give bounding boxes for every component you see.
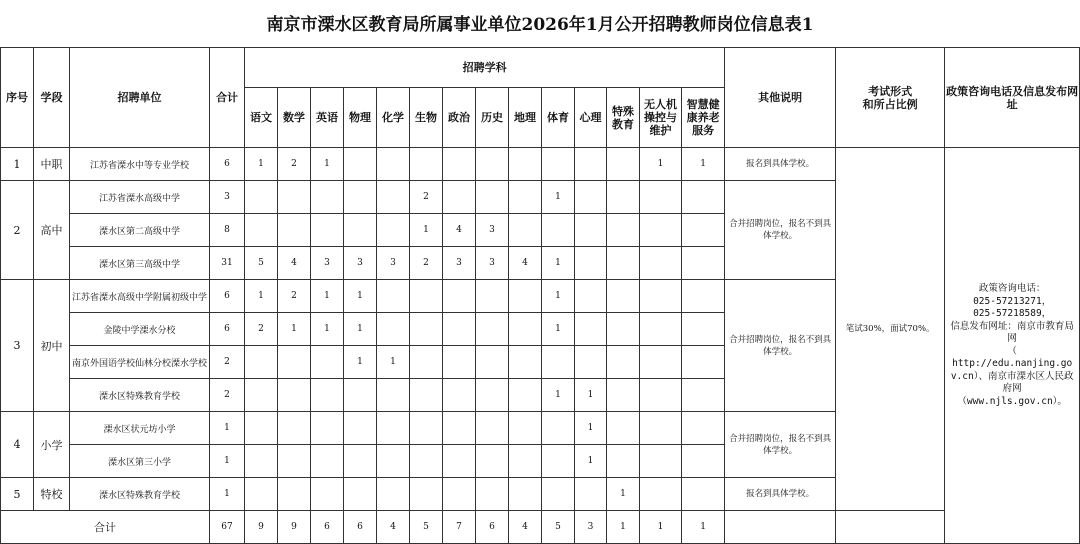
subject-count-cell: [682, 346, 725, 379]
summary-subject-count: 6: [311, 511, 344, 544]
subject-count-cell: 1: [377, 346, 410, 379]
summary-subject-count: 6: [344, 511, 377, 544]
subject-count-cell: [278, 412, 311, 445]
subject-count-cell: [410, 346, 443, 379]
total-cell: 3: [210, 181, 245, 214]
header-unit: 招聘单位: [70, 48, 210, 148]
unit-cell: 溧水区特殊教育学校: [70, 478, 210, 511]
subject-count-cell: [245, 445, 278, 478]
subject-count-cell: 1: [245, 280, 278, 313]
summary-subject-count: 4: [377, 511, 410, 544]
subject-count-cell: [245, 181, 278, 214]
subject-count-cell: [607, 346, 640, 379]
summary-subject-count: 1: [607, 511, 640, 544]
unit-cell: 溧水区状元坊小学: [70, 412, 210, 445]
subject-count-cell: [640, 478, 682, 511]
seq-cell: 5: [1, 478, 34, 511]
total-cell: 2: [210, 346, 245, 379]
subject-count-cell: [542, 478, 575, 511]
notes-cell: 报名到具体学校。: [725, 478, 836, 511]
subject-count-cell: [410, 412, 443, 445]
summary-notes-cell: [725, 511, 836, 544]
subject-count-cell: [443, 181, 476, 214]
subject-count-cell: [476, 445, 509, 478]
header-subject: 生物: [410, 88, 443, 148]
subject-count-cell: [640, 313, 682, 346]
subject-count-cell: [443, 346, 476, 379]
subject-count-cell: [278, 181, 311, 214]
subject-count-cell: [575, 148, 607, 181]
subject-count-cell: 1: [344, 313, 377, 346]
subject-count-cell: [509, 445, 542, 478]
subject-count-cell: 3: [377, 247, 410, 280]
summary-total: 67: [210, 511, 245, 544]
subject-count-cell: 2: [278, 148, 311, 181]
subject-count-cell: [377, 181, 410, 214]
notes-cell: 合并招聘岗位，报名不到具体学校。: [725, 280, 836, 412]
subject-count-cell: [640, 412, 682, 445]
subject-count-cell: 1: [542, 379, 575, 412]
subject-count-cell: [607, 148, 640, 181]
subject-count-cell: [443, 148, 476, 181]
subject-count-cell: 1: [542, 313, 575, 346]
subject-count-cell: [443, 412, 476, 445]
subject-count-cell: [476, 379, 509, 412]
subject-count-cell: 3: [476, 214, 509, 247]
subject-count-cell: [607, 181, 640, 214]
unit-cell: 金陵中学溧水分校: [70, 313, 210, 346]
summary-subject-count: 5: [542, 511, 575, 544]
header-total: 合计: [210, 48, 245, 148]
subject-count-cell: [542, 445, 575, 478]
subject-count-cell: [410, 148, 443, 181]
subject-count-cell: [245, 214, 278, 247]
subject-count-cell: [344, 148, 377, 181]
subject-count-cell: 1: [542, 247, 575, 280]
subject-count-cell: [377, 478, 410, 511]
subject-count-cell: [575, 247, 607, 280]
unit-cell: 溧水区第三高级中学: [70, 247, 210, 280]
header-subject: 无人机操控与维护: [640, 88, 682, 148]
subject-count-cell: 1: [344, 280, 377, 313]
subject-count-cell: [607, 445, 640, 478]
unit-cell: 江苏省溧水高级中学: [70, 181, 210, 214]
subject-count-cell: [476, 313, 509, 346]
subject-count-cell: 3: [344, 247, 377, 280]
header-subject: 物理: [344, 88, 377, 148]
subject-count-cell: [410, 313, 443, 346]
total-cell: 1: [210, 478, 245, 511]
summary-subject-count: 3: [575, 511, 607, 544]
subject-count-cell: 2: [245, 313, 278, 346]
header-subject: 心理: [575, 88, 607, 148]
summary-subject-count: 1: [682, 511, 725, 544]
subject-count-cell: [410, 445, 443, 478]
subject-count-cell: [640, 280, 682, 313]
subject-count-cell: [509, 181, 542, 214]
subject-count-cell: [542, 346, 575, 379]
subject-count-cell: 1: [311, 280, 344, 313]
subject-count-cell: 1: [575, 445, 607, 478]
summary-row: [1, 511, 1080, 544]
subject-count-cell: 1: [344, 346, 377, 379]
seq-cell: 3: [1, 280, 34, 412]
subject-count-cell: [640, 181, 682, 214]
summary-label: 合计: [1, 511, 210, 544]
subject-count-cell: [509, 214, 542, 247]
subject-count-cell: [575, 214, 607, 247]
total-cell: 6: [210, 280, 245, 313]
subject-count-cell: [607, 214, 640, 247]
subject-count-cell: 2: [410, 247, 443, 280]
header-seq: 序号: [1, 48, 34, 148]
subject-count-cell: [509, 379, 542, 412]
subject-count-cell: [682, 280, 725, 313]
total-cell: 8: [210, 214, 245, 247]
subject-count-cell: [278, 478, 311, 511]
subject-count-cell: [311, 379, 344, 412]
subject-count-cell: [278, 346, 311, 379]
subject-count-cell: [682, 181, 725, 214]
header-subject: 数学: [278, 88, 311, 148]
subject-count-cell: [476, 280, 509, 313]
subject-count-cell: [344, 445, 377, 478]
total-cell: 1: [210, 412, 245, 445]
subject-count-cell: [410, 379, 443, 412]
seq-cell: 1: [1, 148, 34, 181]
subject-count-cell: 1: [607, 478, 640, 511]
summary-subject-count: 4: [509, 511, 542, 544]
subject-count-cell: [377, 313, 410, 346]
subject-count-cell: [344, 478, 377, 511]
subject-count-cell: [377, 445, 410, 478]
subject-count-cell: [311, 478, 344, 511]
recruitment-table: [0, 47, 1080, 544]
subject-count-cell: [682, 445, 725, 478]
subject-count-cell: [377, 280, 410, 313]
notes-cell: 报名到具体学校。: [725, 148, 836, 181]
subject-count-cell: [509, 412, 542, 445]
header-subject: 政治: [443, 88, 476, 148]
subject-count-cell: 1: [575, 379, 607, 412]
subject-count-cell: [245, 412, 278, 445]
subject-count-cell: 1: [245, 148, 278, 181]
subject-count-cell: 2: [410, 181, 443, 214]
subject-count-cell: 1: [542, 181, 575, 214]
subject-count-cell: [377, 379, 410, 412]
header-subject: 语文: [245, 88, 278, 148]
subject-count-cell: [311, 181, 344, 214]
subject-count-cell: [476, 148, 509, 181]
subject-count-cell: 5: [245, 247, 278, 280]
header-subject: 英语: [311, 88, 344, 148]
subject-count-cell: [682, 247, 725, 280]
subject-count-cell: 1: [278, 313, 311, 346]
subject-count-cell: [575, 313, 607, 346]
subject-count-cell: [509, 478, 542, 511]
header-notes: 其他说明: [725, 48, 836, 148]
unit-cell: 江苏省溧水高级中学附属初级中学: [70, 280, 210, 313]
subject-count-cell: 1: [410, 214, 443, 247]
subject-count-cell: [443, 478, 476, 511]
header-exam: 考试形式 和所占比例: [836, 48, 945, 148]
subject-count-cell: [640, 247, 682, 280]
subject-count-cell: 2: [278, 280, 311, 313]
total-cell: 31: [210, 247, 245, 280]
subject-count-cell: [311, 445, 344, 478]
subject-count-cell: [278, 379, 311, 412]
subject-count-cell: [443, 313, 476, 346]
subject-count-cell: [542, 214, 575, 247]
summary-subject-count: 6: [476, 511, 509, 544]
subject-count-cell: [443, 379, 476, 412]
subject-count-cell: [575, 280, 607, 313]
header-subject: 体育: [542, 88, 575, 148]
subject-count-cell: [682, 412, 725, 445]
total-cell: 2: [210, 379, 245, 412]
subject-count-cell: 1: [311, 148, 344, 181]
level-cell: 特校: [34, 478, 70, 511]
subject-count-cell: [476, 412, 509, 445]
subject-count-cell: [542, 148, 575, 181]
subject-count-cell: [575, 346, 607, 379]
subject-count-cell: [476, 478, 509, 511]
subject-count-cell: 1: [640, 148, 682, 181]
table-row: [1, 148, 1080, 181]
seq-cell: 2: [1, 181, 34, 280]
subject-count-cell: 1: [682, 148, 725, 181]
subject-count-cell: 4: [509, 247, 542, 280]
subject-count-cell: [542, 412, 575, 445]
unit-cell: 溧水区特殊教育学校: [70, 379, 210, 412]
subject-count-cell: 3: [311, 247, 344, 280]
subject-count-cell: [640, 214, 682, 247]
page-title: 南京市溧水区教育局所属事业单位2026年1月公开招聘教师岗位信息表1: [266, 15, 814, 35]
notes-cell: 合并招聘岗位，报名不到具体学校。: [725, 412, 836, 478]
subject-count-cell: [607, 379, 640, 412]
subject-count-cell: [575, 181, 607, 214]
subject-count-cell: [245, 379, 278, 412]
subject-count-cell: [682, 478, 725, 511]
summary-subject-count: 9: [278, 511, 311, 544]
header-subject: 化学: [377, 88, 410, 148]
subject-count-cell: [278, 214, 311, 247]
subject-count-cell: [344, 412, 377, 445]
subject-count-cell: [476, 181, 509, 214]
level-cell: 中职: [34, 148, 70, 181]
unit-cell: 溧水区第三小学: [70, 445, 210, 478]
subject-count-cell: 4: [443, 214, 476, 247]
header-subject: 地理: [509, 88, 542, 148]
subject-count-cell: [245, 346, 278, 379]
subject-count-cell: [607, 313, 640, 346]
subject-count-cell: [509, 346, 542, 379]
subject-count-cell: [410, 478, 443, 511]
subject-count-cell: [607, 247, 640, 280]
subject-count-cell: [443, 280, 476, 313]
header-level: 学段: [34, 48, 70, 148]
subject-count-cell: [311, 346, 344, 379]
subject-count-cell: [278, 445, 311, 478]
header-subject: 历史: [476, 88, 509, 148]
summary-exam-cell: [836, 511, 945, 544]
subject-count-cell: [607, 280, 640, 313]
subject-count-cell: 3: [476, 247, 509, 280]
summary-subject-count: 9: [245, 511, 278, 544]
level-cell: 初中: [34, 280, 70, 412]
subject-count-cell: [476, 346, 509, 379]
subject-count-cell: [640, 346, 682, 379]
subject-count-cell: 3: [443, 247, 476, 280]
subject-count-cell: [344, 181, 377, 214]
summary-subject-count: 5: [410, 511, 443, 544]
subject-count-cell: [682, 379, 725, 412]
header-subjects-group: 招聘学科: [245, 48, 725, 88]
subject-count-cell: [377, 214, 410, 247]
total-cell: 1: [210, 445, 245, 478]
subject-count-cell: [509, 148, 542, 181]
subject-count-cell: [377, 412, 410, 445]
subject-count-cell: [509, 280, 542, 313]
subject-count-cell: [377, 148, 410, 181]
subject-count-cell: [410, 280, 443, 313]
subject-count-cell: 1: [542, 280, 575, 313]
subject-count-cell: [682, 313, 725, 346]
subject-count-cell: [344, 379, 377, 412]
unit-cell: 溧水区第二高级中学: [70, 214, 210, 247]
subject-count-cell: [245, 478, 278, 511]
notes-cell: 合并招聘岗位，报名不到具体学校。: [725, 181, 836, 280]
unit-cell: 江苏省溧水中等专业学校: [70, 148, 210, 181]
summary-subject-count: 1: [640, 511, 682, 544]
seq-cell: 4: [1, 412, 34, 478]
header-subject: 特殊教育: [607, 88, 640, 148]
policy-cell: 政策咨询电话： 025-57213271， 025-57218589， 信息发布网址：南京市教育局网 （ http://edu.nanjing.gov.cn）、南京市溧水区人民政府网 （www.njls.gov.cn）。: [945, 148, 1080, 544]
exam-cell: 笔试30%，面试70%。: [836, 148, 945, 511]
subject-count-cell: 1: [575, 412, 607, 445]
subject-count-cell: [575, 478, 607, 511]
level-cell: 小学: [34, 412, 70, 478]
subject-count-cell: 1: [311, 313, 344, 346]
subject-count-cell: [607, 412, 640, 445]
level-cell: 高中: [34, 181, 70, 280]
subject-count-cell: [344, 214, 377, 247]
subject-count-cell: [443, 445, 476, 478]
subject-count-cell: 4: [278, 247, 311, 280]
subject-count-cell: [509, 313, 542, 346]
summary-subject-count: 7: [443, 511, 476, 544]
subject-count-cell: [640, 379, 682, 412]
subject-count-cell: [311, 412, 344, 445]
total-cell: 6: [210, 313, 245, 346]
subject-count-cell: [640, 445, 682, 478]
subject-count-cell: [311, 214, 344, 247]
total-cell: 6: [210, 148, 245, 181]
header-subject: 智慧健康养老服务: [682, 88, 725, 148]
subject-count-cell: [682, 214, 725, 247]
unit-cell: 南京外国语学校仙林分校溧水学校: [70, 346, 210, 379]
header-policy: 政策咨询电话及信息发布网址: [945, 48, 1080, 148]
